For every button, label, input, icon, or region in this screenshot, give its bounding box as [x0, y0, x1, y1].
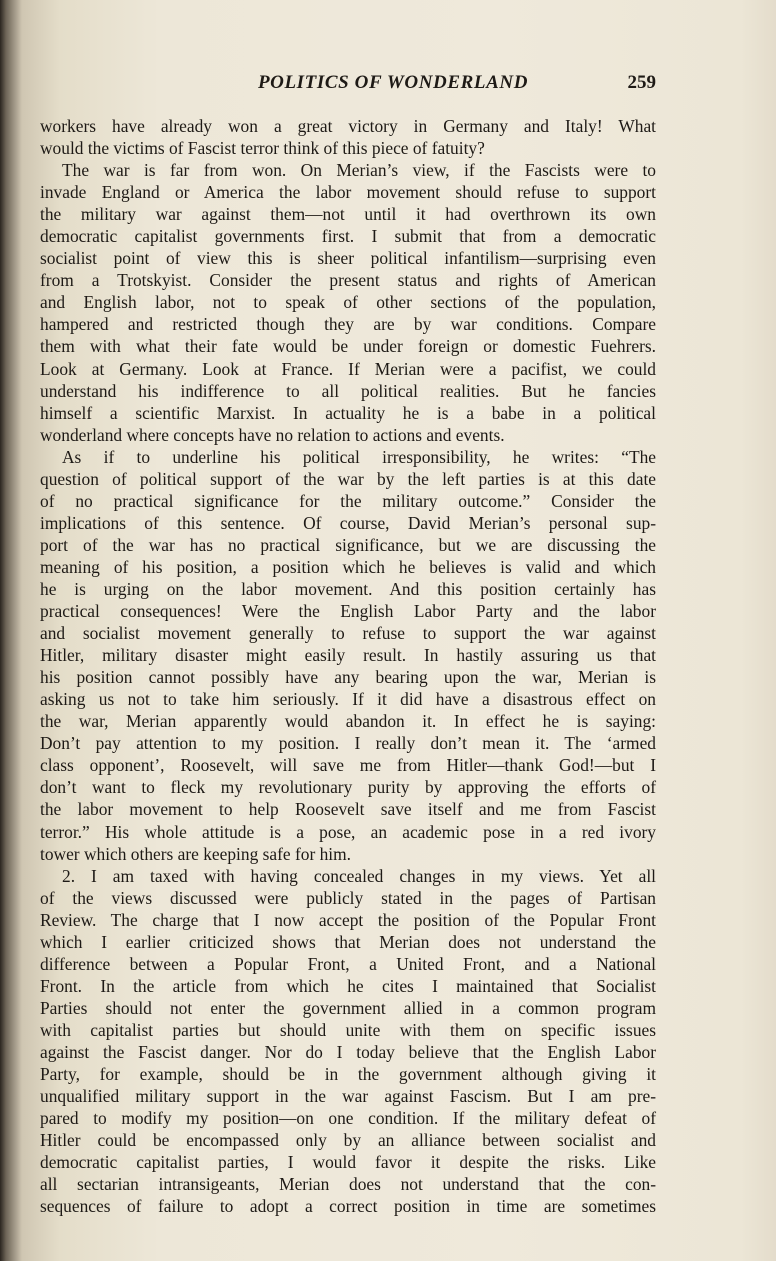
- text-line: hampered and restricted though they are by war conditions. Compare: [40, 314, 656, 335]
- text-line: asking us not to take him seriously. If it did have a disastrous effect on: [40, 689, 656, 710]
- text-line: of the views discussed were publicly stated in the pages of Partisan: [40, 887, 656, 908]
- text-line: Review. The charge that I now accept the position of the Popular Front: [40, 909, 656, 930]
- text-line: Hitler could be encompassed only by an alliance between socialist and: [40, 1130, 656, 1151]
- body-text: [40, 115, 656, 1217]
- text-line: from a Trotskyist. Consider the present status and rights of American: [40, 270, 656, 291]
- text-line: Party, for example, should be in the government although giving it: [40, 1064, 656, 1085]
- text-line: practical consequences! Were the English Labor Party and the labor: [40, 601, 656, 622]
- text-line: Don’t pay attention to my position. I really don’t mean it. The ‘armed: [40, 733, 656, 754]
- text-line: wonderland where concepts have no relation to actions and events.: [40, 424, 505, 445]
- text-line: his position cannot possibly have any bearing upon the war, Merian is: [40, 667, 656, 688]
- text-line: the military war against them—not until it had overthrown its own: [40, 204, 656, 225]
- text-line: The war is far from won. On Merian’s view, if the Fascists were to: [62, 160, 656, 181]
- text-line: don’t want to fleck my revolutionary purity by approving the efforts of: [40, 777, 656, 798]
- text-line: democratic capitalist governments first. I submit that from a democratic: [40, 226, 656, 247]
- page-header: [40, 72, 746, 100]
- text-line: the war, Merian apparently would abandon it. In effect he is saying:: [40, 711, 656, 732]
- text-line: workers have already won a great victory in Germany and Italy! What: [40, 116, 656, 136]
- text-line: he is urging on the labor movement. And this position certainly has: [40, 578, 656, 599]
- text-line: would the victims of Fascist terror think of this piece of fatuity?: [40, 138, 485, 159]
- text-line: pared to modify my position—on one condition. If the military defeat of: [40, 1108, 656, 1129]
- text-line: all sectarian intransigeants, Merian does not understand that the con-: [40, 1174, 656, 1195]
- text-line: Front. In the article from which he cites I maintained that Socialist: [40, 975, 656, 996]
- text-line: and English labor, not to speak of other sections of the population,: [40, 292, 656, 313]
- text-line: Hitler, military disaster might easily result. In hastily assuring us that: [40, 645, 656, 666]
- text-line: which I earlier criticized shows that Merian does not understand the: [40, 931, 656, 952]
- text-line: meaning of his position, a position which he believes is valid and which: [40, 556, 656, 577]
- text-line: socialist point of view this is sheer political infantilism—surprising even: [40, 248, 656, 269]
- text-line: and socialist movement generally to refuse to support the war against: [40, 623, 656, 644]
- text-line: democratic capitalist parties, I would favor it despite the risks. Like: [40, 1152, 656, 1173]
- text-line: understand his indifference to all political realities. But he fancies: [40, 380, 656, 401]
- text-line: class opponent’, Roosevelt, will save me from Hitler—thank God!—but I: [40, 755, 656, 776]
- text-line: As if to underline his political irresponsibility, he writes: “The: [62, 446, 656, 467]
- text-line: difference between a Popular Front, a United Front, and a National: [40, 953, 656, 974]
- text-line: unqualified military support in the war against Fascism. But I am pre-: [40, 1086, 656, 1107]
- text-line: the labor movement to help Roosevelt save itself and me from Fascist: [40, 799, 656, 820]
- text-line: terror.” His whole attitude is a pose, an academic pose in a red ivory: [40, 821, 656, 842]
- text-line: invade England or America the labor movement should refuse to support: [40, 182, 656, 203]
- text-line: implications of this sentence. Of course, David Merian’s personal sup-: [40, 512, 656, 533]
- text-line: Parties should not enter the government allied in a common program: [40, 997, 656, 1018]
- text-line: against the Fascist danger. Nor do I today believe that the English Labor: [40, 1041, 656, 1062]
- text-line: with capitalist parties but should unite with them on specific issues: [40, 1019, 656, 1040]
- text-line: sequences of failure to adopt a correct position in time are sometimes: [40, 1196, 656, 1217]
- text-line: Look at Germany. Look at France. If Merian were a pacifist, we could: [40, 358, 656, 379]
- text-line: them with what their fate would be under foreign or domestic Fuehrers.: [40, 336, 656, 357]
- text-line: tower which others are keeping safe for him.: [40, 843, 351, 864]
- text-line: port of the war has no practical significance, but we are discussing the: [40, 534, 656, 555]
- page-number: 259: [627, 72, 656, 93]
- running-title: POLITICS OF WONDERLAND: [257, 72, 529, 93]
- text-line: question of political support of the war by the left parties is at this date: [40, 468, 656, 489]
- text-line: 2. I am taxed with having concealed changes in my views. Yet all: [62, 865, 656, 886]
- text-line: himself a scientific Marxist. In actuality he is a babe in a political: [40, 402, 656, 423]
- text-line: of no practical significance for the military outcome.” Consider the: [40, 490, 656, 511]
